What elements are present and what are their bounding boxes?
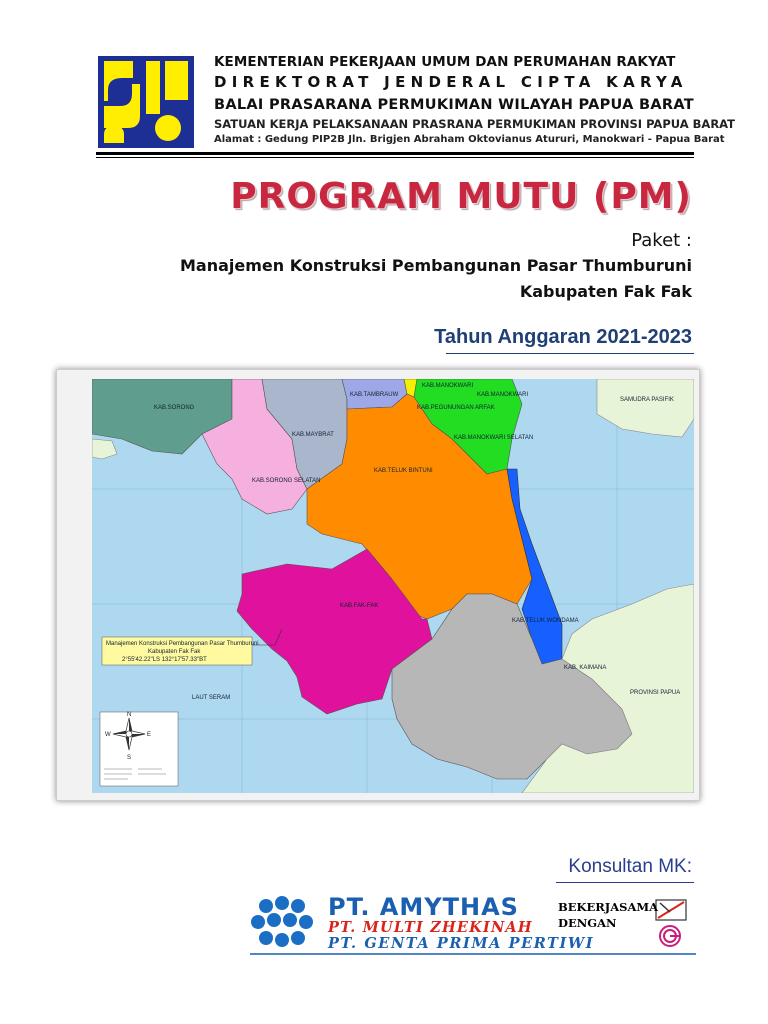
papua-barat-map [92,379,694,793]
fiscal-year-underline [446,353,694,354]
map-label-provinsi-papua: PROVINSI PAPUA [630,690,681,696]
paket-location: Kabupaten Fak Fak [519,282,692,301]
paket-label: Paket : [631,230,692,251]
bekerjasama-text: BEKERJASAMA [558,900,659,914]
address-line: Alamat : Gedung PIP2B Jln. Brigjen Abraham Oktovianus Atururi, Manokwari - Papua Barat [214,134,725,145]
compass-n: N [127,712,132,718]
balai-name: BALAI PRASARANA PERMUKIMAN WILAYAH PAPUA BARAT [214,97,694,113]
map-label-manokwari-selatan: KAB.MANOKWARI SELATAN [454,435,534,441]
map-label-sorong-selatan: KAB.SORONG SELATAN [252,478,321,484]
compass-e: E [147,732,152,738]
company-genta-prima: PT. GENTA PRIMA PERTIWI [328,935,595,952]
konsultan-underline [556,882,694,883]
pu-logo [98,56,194,148]
map-label-pegunungan-arfak: KAB.PEGUNUNGAN ARFAK [417,405,495,411]
compass-s: S [127,755,132,761]
konsultan-label: Konsultan MK: [568,856,692,877]
directorate-name: DIREKTORAT JENDERAL CIPTA KARYA [214,73,688,91]
callout-line3: 2°55'42.22"LS 132°17'57.33"BT [122,657,207,663]
dengan-text: DENGAN [558,916,617,930]
paket-name: Manajemen Konstruksi Pembangunan Pasar Thumburuni [179,256,692,275]
map-label-laut-seram: LAUT SERAM [192,695,231,701]
header-divider [96,152,694,155]
header-divider-thin [96,157,694,158]
legend-box [100,712,178,786]
satker-name: SATUAN KERJA PELAKSANAAN PRASRANA PERMUKIMAN PROVINSI PAPUA BARAT [214,117,736,131]
compass-w: W [105,732,111,738]
ministry-name: KEMENTERIAN PEKERJAAN UMUM DAN PERUMAHAN RAKYAT [214,54,676,70]
fiscal-year: Tahun Anggaran 2021-2023 [434,326,692,348]
callout-line1: Manajemen Konstruksi Pembangunan Pasar Thumburuni [106,641,259,647]
map-label-fak-fak: KAB.FAK-FAK [340,603,379,609]
map-label-teluk-bintuni: KAB.TELUK BINTUNI [374,468,433,474]
document-title: PROGRAM MUTU (PM) [230,176,692,217]
map-label-kaimana: KAB. KAIMANA [564,665,607,671]
map-label-maybrat: KAB.MAYBRAT [292,432,334,438]
map-label-samudra-pasifik: SAMUDRA PASIFIK [620,397,674,403]
map-label-sorong: KAB.SORONG [154,405,195,411]
company-amythas: PT. AMYTHAS [328,893,519,921]
callout-line2: Kabupaten Fak Fak [148,649,201,655]
map-label-manokwari-2: KAB.MANOKWARI [477,392,529,398]
multi-zhekinah-logo-icon [656,900,686,920]
map-label-teluk-wondama: KAB.TELUK WONDAMA [512,618,579,624]
map-label-manokwari: KAB.MANOKWARI [422,383,474,389]
genta-prima-logo-icon [660,926,680,946]
company-multi-zhekinah: PT. MULTI ZHEKINAH [328,919,533,936]
amythas-dots-icon [251,896,313,947]
map-label-tambrauw: KAB.TAMBRAUW [350,392,399,398]
